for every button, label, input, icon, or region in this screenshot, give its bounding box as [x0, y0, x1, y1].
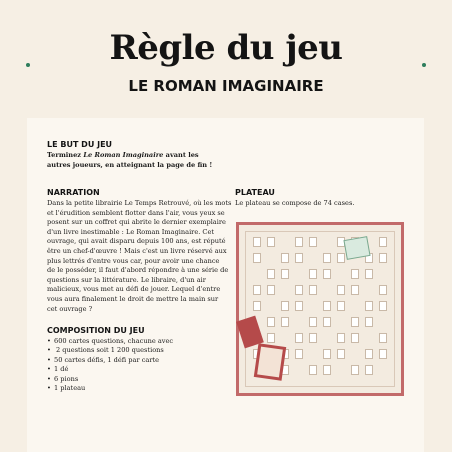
board-square	[337, 253, 345, 263]
list-item: • 1 dé	[47, 365, 237, 374]
board-square	[323, 317, 331, 327]
list-item: • 600 cartes questions, chacune avec	[47, 337, 237, 346]
board-square	[267, 269, 275, 279]
board-square	[267, 333, 275, 343]
narration-text: Dans la petite librairie Le Temps Retrouvé, où les mots et l'érudition semblent flotter dans l'air, vous yeux se posent sur un coffret qui abrite le dernier exemplaire d'un livre inestimable : Le Roman Imaginaire. Cet ouvrage, qui avait disparu depuis 100 ans, est réputé être un chef-d'œuvre ! Mais c'est un livre réservé aux plus lettrés d'entre vous car, pour avoir une chance de le posséder, il faut d'abord répondre à une série de questions sur la littérature. Le libraire, d'un air malicieux, vous met au défi de jouer. Lequel d'entre vous aura finalement le droit de mettre la main sur cet ouvrage ?	[47, 199, 232, 313]
board-square	[351, 285, 359, 295]
board-square	[281, 301, 289, 311]
board-square	[379, 349, 387, 359]
composition-list	[47, 337, 237, 393]
board-square	[309, 317, 317, 327]
board-square	[379, 285, 387, 295]
board-square	[323, 349, 331, 359]
board-square	[365, 365, 373, 375]
board-square	[281, 317, 289, 327]
plateau-text: Le plateau se compose de 74 cases.	[235, 199, 355, 207]
board-square	[365, 269, 373, 279]
board-square	[337, 301, 345, 311]
board-square	[309, 285, 317, 295]
goal-text	[47, 151, 247, 170]
board-square	[253, 285, 261, 295]
board-square	[295, 253, 303, 263]
list-item-continuation: • 2 questions soit 1 200 questions	[47, 346, 237, 355]
goal-heading: LE BUT DU JEU	[47, 140, 113, 149]
list-item: • 6 pions	[47, 375, 237, 384]
board-square	[337, 285, 345, 295]
board-square	[267, 285, 275, 295]
board-square	[309, 365, 317, 375]
decorative-dot-right	[422, 63, 426, 67]
board-square	[351, 269, 359, 279]
narration-heading: NARRATION	[47, 188, 100, 197]
board-square	[351, 365, 359, 375]
board-square	[365, 349, 373, 359]
board-square	[267, 237, 275, 247]
board-square	[295, 285, 303, 295]
board-square	[253, 301, 261, 311]
board-square	[379, 253, 387, 263]
board-square	[351, 333, 359, 343]
challenge-card-image	[343, 236, 370, 260]
decorative-dot-left	[26, 63, 30, 67]
board-square	[295, 333, 303, 343]
list-item: • 1 plateau	[47, 384, 237, 393]
board-square	[323, 301, 331, 311]
board-square	[323, 253, 331, 263]
board-square	[253, 253, 261, 263]
board-square	[309, 333, 317, 343]
board-square	[365, 301, 373, 311]
goal-line-2: autres joueurs, en atteignant la page de fin !	[47, 160, 213, 169]
board-square	[379, 301, 387, 311]
board-square	[379, 333, 387, 343]
board-square	[253, 237, 261, 247]
board-square	[379, 237, 387, 247]
board-square	[295, 237, 303, 247]
board-square	[365, 317, 373, 327]
board-square	[337, 349, 345, 359]
list-item: • 50 cartes défis, 1 défi par carte	[47, 356, 237, 365]
board-square	[323, 269, 331, 279]
board-square	[295, 301, 303, 311]
board-square	[309, 237, 317, 247]
board-square	[295, 349, 303, 359]
board-square	[323, 365, 331, 375]
board-square	[267, 317, 275, 327]
board-square	[337, 333, 345, 343]
page-header	[0, 0, 452, 117]
page-title: Règle du jeu	[109, 28, 343, 68]
board-square	[309, 269, 317, 279]
board-square	[281, 253, 289, 263]
plateau-heading: PLATEAU	[235, 188, 275, 197]
goal-line-1: Terminez Le Roman Imaginaire avant les	[47, 151, 199, 159]
question-card-image-2	[254, 343, 286, 381]
board-square	[281, 269, 289, 279]
page-subtitle: LE ROMAN IMAGINAIRE	[128, 77, 324, 95]
composition-heading: COMPOSITION DU JEU	[47, 326, 145, 335]
board-square	[351, 317, 359, 327]
